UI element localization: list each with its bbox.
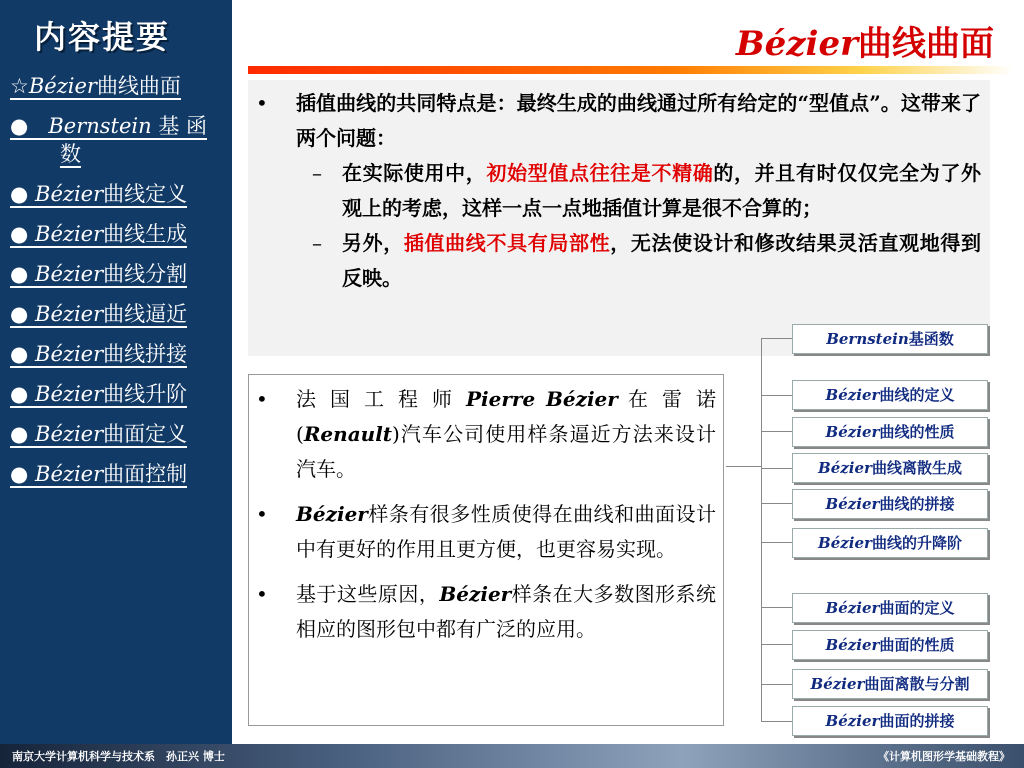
- topic-box-curve-degree[interactable]: Bézier曲线的升降阶: [792, 528, 988, 558]
- bullet-icon: ●: [10, 182, 29, 206]
- topic-box-surface-joining[interactable]: Bézier曲面的拼接: [792, 706, 988, 736]
- footer-author: 南京大学计算机科学与技术系 孙正兴 博士: [12, 750, 225, 763]
- topic-box-curve-joining[interactable]: Bézier曲线的拼接: [792, 489, 988, 519]
- nav-item-curve-definition[interactable]: ● Bézier曲线定义: [10, 182, 188, 206]
- tree-connector: [761, 684, 792, 685]
- sidebar-title: 内容提要: [34, 18, 171, 56]
- nav-item-curve-joining[interactable]: ● Bézier曲线拼接: [10, 342, 188, 366]
- dash-icon: –: [312, 161, 322, 185]
- bullet-icon: •: [256, 91, 268, 115]
- title-divider: [248, 66, 1014, 74]
- footer-book-title: 《计算机图形学基础教程》: [878, 750, 1010, 763]
- highlight-text: 插值曲线不具有局部性: [403, 231, 611, 255]
- bullet-icon: ●: [10, 302, 29, 326]
- tree-connector: [761, 431, 792, 432]
- bullet-icon: ●: [10, 382, 29, 406]
- nav-item-curve-approximation[interactable]: ● Bézier曲线逼近: [10, 302, 188, 326]
- topic-box-surface-discrete-subdivision[interactable]: Bézier曲面离散与分割: [792, 669, 988, 699]
- topic-box-curve-definition[interactable]: Bézier曲线的定义: [792, 380, 988, 410]
- tree-connector: [761, 395, 792, 396]
- topic-box-surface-definition[interactable]: Bézier曲面的定义: [792, 593, 988, 623]
- dash-icon: –: [312, 231, 322, 255]
- topic-box-surface-properties[interactable]: Bézier曲面的性质: [792, 630, 988, 660]
- bullet-icon: •: [256, 502, 268, 526]
- tree-connector: [761, 721, 792, 722]
- sidebar-nav: [10, 72, 224, 500]
- topic-box-bernstein[interactable]: Bernstein基函数: [792, 324, 988, 354]
- bullet-icon: ●: [10, 342, 29, 366]
- bullet-icon: •: [256, 582, 268, 606]
- tree-connector: [726, 466, 762, 467]
- list-item: • 基于这些原因，Bézier样条在大多数图形系统相应的图形包中都有广泛的应用。: [256, 577, 716, 647]
- topic-box-curve-discrete-generation[interactable]: Bézier曲线离散生成: [792, 453, 988, 483]
- bullet-icon: •: [256, 387, 268, 411]
- nav-item-bernstein[interactable]: ● Bernstein 基 函 数: [10, 114, 208, 166]
- tree-connector: [761, 503, 792, 504]
- tree-connector: [761, 338, 792, 339]
- topic-box-curve-properties[interactable]: Bézier曲线的性质: [792, 417, 988, 447]
- list-item: • Bézier样条有很多性质使得在曲线和曲面设计中有更好的作用且更方便，也更容易实现。: [256, 497, 716, 567]
- nav-item-surface-definition[interactable]: ● Bézier曲面定义: [10, 422, 188, 446]
- bullet-icon: ●: [10, 422, 29, 446]
- nav-item-surface-control[interactable]: ● Bézier曲面控制: [10, 462, 188, 486]
- nav-item-curve-subdivision[interactable]: ● Bézier曲线分割: [10, 262, 188, 286]
- tree-connector: [761, 468, 792, 469]
- list-item: • 插值曲线的共同特点是：最终生成的曲线通过所有给定的“型值点”。这带来了两个问题：: [256, 86, 981, 156]
- nav-item-curve-generation[interactable]: ● Bézier曲线生成: [10, 222, 188, 246]
- highlight-text: 初始型值点往往是不精确: [486, 161, 714, 185]
- star-icon: ☆: [10, 74, 29, 98]
- tree-connector: [761, 542, 792, 543]
- bullet-icon: ●: [10, 262, 29, 286]
- tree-connector: [761, 607, 792, 608]
- nav-item-degree-elevation[interactable]: ● Bézier曲线升阶: [10, 382, 188, 406]
- bullet-icon: ●: [10, 462, 29, 486]
- page-title: Bézier曲线曲面: [735, 24, 994, 64]
- footer: [0, 744, 1024, 768]
- content-list: [256, 382, 716, 657]
- bullet-icon: ●: [10, 114, 29, 138]
- sidebar: [0, 0, 232, 744]
- sub-list-item: – 在实际使用中，初始型值点往往是不精确的，并且有时仅仅完全为了外观上的考虑，这样一点一点地插值计算是很不合算的；: [312, 156, 981, 226]
- tree-connector: [761, 644, 792, 645]
- top-bullet-list: [256, 86, 981, 296]
- bullet-icon: ●: [10, 222, 29, 246]
- nav-item-bezier-curves-surfaces[interactable]: ☆Bézier曲线曲面: [10, 74, 181, 98]
- list-item: • 法 国 工 程 师 Pierre Bézier 在 雷 诺 (Renault)汽车公司使用样条逼近方法来设计汽车。: [256, 382, 716, 487]
- sub-list-item: – 另外，插值曲线不具有局部性，无法使设计和修改结果灵活直观地得到反映。: [312, 226, 981, 296]
